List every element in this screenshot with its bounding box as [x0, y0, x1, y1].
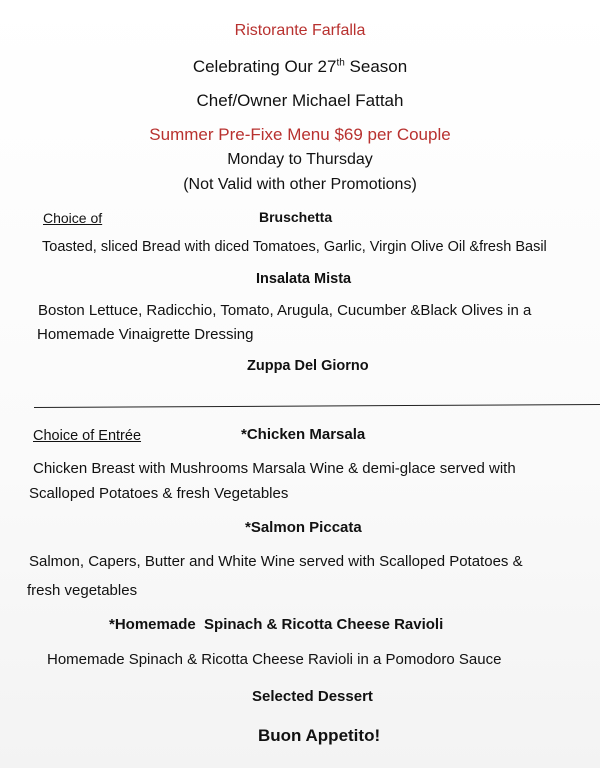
season-text: Celebrating Our 27 [192, 57, 337, 76]
appetizer-item-name: Insalata Mista [256, 271, 352, 287]
entree-item-name: *Homemade Spinach & Ricotta Cheese Ravioli [109, 616, 444, 633]
entree-item-name: *Chicken Marsala [241, 426, 366, 443]
dessert-line: Selected Dessert [252, 688, 373, 705]
appetizer-item-desc: Boston Lettuce, Radicchio, Tomato, Arugula, Cucumber &Black Olives in a [38, 302, 532, 319]
entree-item-desc: fresh vegetables [27, 582, 138, 599]
section-divider [34, 404, 600, 408]
closing-line: Buon Appetito! [258, 726, 381, 745]
season-ordinal: th [336, 57, 345, 69]
season-suffix: Season [344, 57, 408, 76]
entree-item-desc: Salmon, Capers, Butter and White Wine served with Scalloped Potatoes & [29, 553, 523, 570]
appetizer-item-name: Bruschetta [259, 209, 333, 225]
entree-section-label: Choice of Entrée [33, 428, 142, 444]
entree-item-desc: Homemade Spinach & Ricotta Cheese Ravioli in a Pomodoro Sauce [47, 651, 502, 668]
appetizer-item-desc: Homemade Vinaigrette Dressing [37, 326, 254, 343]
menu-days: Monday to Thursday [227, 151, 373, 168]
appetizer-section-label: Choice of [43, 210, 103, 226]
entree-item-desc: Chicken Breast with Mushrooms Marsala Wine & demi-glace served with [33, 460, 516, 477]
menu-restriction: (Not Valid with other Promotions) [183, 176, 417, 193]
entree-item-name: *Salmon Piccata [245, 519, 362, 536]
chef-line: Chef/Owner Michael Fattah [196, 91, 404, 110]
entree-item-desc: Scalloped Potatoes & fresh Vegetables [29, 485, 289, 502]
appetizer-item-name: Zuppa Del Giorno [247, 358, 369, 374]
appetizer-item-desc: Toasted, sliced Bread with diced Tomatoes, Garlic, Virgin Olive Oil &fresh Basil [42, 239, 547, 255]
season-line [0, 57, 600, 77]
restaurant-name: Ristorante Farfalla [234, 22, 366, 39]
menu-offer: Summer Pre-Fixe Menu $69 per Couple [149, 125, 451, 144]
